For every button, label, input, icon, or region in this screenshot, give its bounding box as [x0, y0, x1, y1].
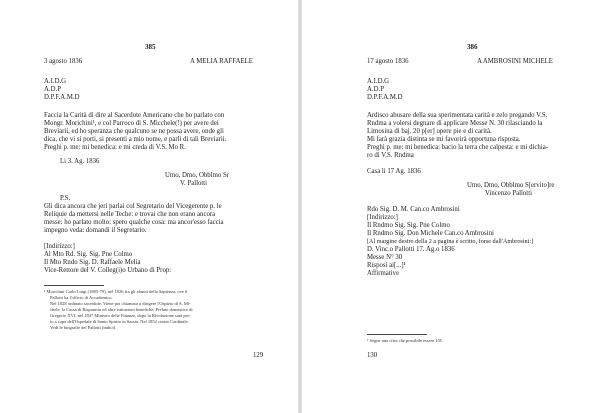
reply-line: Rdo Sig. D. M. Can.co Ambrosini	[367, 206, 460, 213]
reply-line: Messe N° 30	[367, 254, 403, 261]
invocation-line: A.I.D.G	[367, 78, 390, 85]
footnote-line: ¹ Segue una cifra che possibile essere 10¢.	[367, 338, 444, 343]
body-line: Mi farà grazia distinta se mi favorirà opportuna risposta.	[367, 136, 521, 143]
letter-date: 17 agosto 1836	[367, 58, 409, 65]
ps-line: Gli dica ancora che jeri parlai col Segretario del Vicegerente p. le	[44, 203, 222, 210]
address-line: Al Mto Rd. Sig. Sig. Pne Colmo	[44, 251, 133, 258]
signature: Vincenzo Pallotti	[485, 190, 532, 197]
address-line: Il Mto Rndo Sig. D. Raffaele Melia	[44, 259, 141, 266]
ps-line: impegno veda: domandi il Segretario.	[44, 227, 147, 234]
body-line: Rndma a volersi degnare di applicare Messe N. 30 rilasciando la	[367, 120, 543, 127]
footnote-line: Nel 1828 ordinato sacerdote. Viene poi chiamato a dirigere l'Ospizio di S. Mi-	[50, 301, 191, 306]
invocation-line: A.D.P	[44, 86, 61, 93]
body-line: Faccia la Carità di dire al Sacerdote Americano che ho parlato con	[44, 112, 225, 119]
reply-line: [Indirizzo:]	[367, 214, 398, 221]
body-line: Breviarii, ed ho speranza che qualcuno se ne possa avere, onde gli	[44, 128, 224, 135]
page-number-bottom: 129	[253, 352, 264, 359]
signature: V. Pallotti	[180, 180, 208, 187]
footnote-line: ¹ Morichini Carlo Luigi (1805-79), nel 1826 fra gli alunni della Sapienza, ove il	[44, 289, 188, 294]
letter-recipient: A MELIA RAFFAELE	[190, 58, 253, 65]
footnote-divider	[44, 285, 104, 286]
letter-recipient: A AMBROSINI MICHELE	[477, 58, 553, 65]
reply-line: [Al margine destro della 2 a pagina è scritto, forse dall'Ambrosini:]	[367, 238, 534, 245]
invocation-line: D.P.F.A.M.D	[367, 94, 403, 101]
body-line: Ardisco abusare della sua sperimentata carità e zelo pregando V.S.	[367, 112, 548, 119]
page-number-top: 386	[467, 43, 478, 51]
ps-line: messe: ho parlato molto: spero qualche cosa: ma ancor'esso faccia	[44, 219, 224, 226]
invocation-line: A.D.P	[367, 86, 384, 93]
reply-line: Il Rndmo Sig. Sig. Pne Colmo	[367, 222, 450, 229]
address-line: Vice-Rettore del V. Colleg(i)o Urbano di Prop:	[44, 267, 172, 274]
footnote-line: Pallotti ha l'officio di Accademico.	[50, 295, 113, 300]
left-page	[0, 0, 298, 413]
closing: Umo, Dmo, Obblmo S[ervito]re	[467, 182, 555, 189]
body-line: Limosina di baj. 20 p[er] opere pie e di carità.	[367, 128, 492, 135]
place-date: Casa li 17 Ag. 1836	[367, 168, 421, 175]
body-line: Preghi p. me: mi benedica: e mi creda di V.S. Mo R.	[44, 144, 186, 151]
invocation-line: D.P.F.A.M.D	[44, 94, 80, 101]
address-line: [Indirizzo:]	[44, 243, 75, 250]
right-page	[302, 0, 599, 413]
ps-line: Reliquie da mettersi nelle Teche: e trovai che non erano ancora	[44, 211, 216, 218]
footnote-divider	[367, 334, 427, 335]
reply-line: Risposi ai[...]¹	[367, 262, 406, 269]
place-date: Li 3. Ag. 1836	[60, 158, 100, 165]
page-number-top: 385	[145, 43, 156, 51]
letter-date: 3 agosto 1836	[44, 58, 83, 65]
footnote-line: Vedi le biografie del Pallotti (indici).	[50, 325, 117, 330]
reply-line: Affirmative	[367, 270, 399, 277]
footnote-line: chele, la Cassa di Risparmio ed altre istituzioni benefiche. Prelato domestico di	[50, 307, 193, 312]
invocation-line: A.I.D.G	[44, 78, 67, 85]
body-line: dica, che vi si porti, si presenti a mio nome, e parli di tali Breviarii.	[44, 136, 227, 143]
reply-line: D. Vinc.o Pallotti 17. Ag.o 1836	[367, 246, 455, 253]
footnote-line: to a capo dell'Ospedale di Santo Spirito in Sassia. Nel 1852 creato Cardinale.	[50, 319, 189, 324]
page-number-bottom: 130	[367, 352, 378, 359]
body-line: ro di V.S. Rndma	[367, 152, 414, 159]
body-line: Mongr. Morichini¹, e col Parroco di S. Micchele(!) per avere dei	[44, 120, 219, 127]
reply-line: Il Rndmo Sig. Don Michele Can.co Ambrosini	[367, 230, 494, 237]
footnote-line: Gregorio XVI, nel 1847 Ministro delle Finanze, dopo la Rivoluzione sarà pro-	[50, 313, 191, 318]
body-line: Preghi p. me: mi benedica: bacio la terra che calpesta: e mi dichia-	[367, 144, 548, 151]
ps-line: P.S.	[60, 195, 71, 202]
closing: Umo, Dmo, Obblmo Sr	[165, 172, 230, 179]
